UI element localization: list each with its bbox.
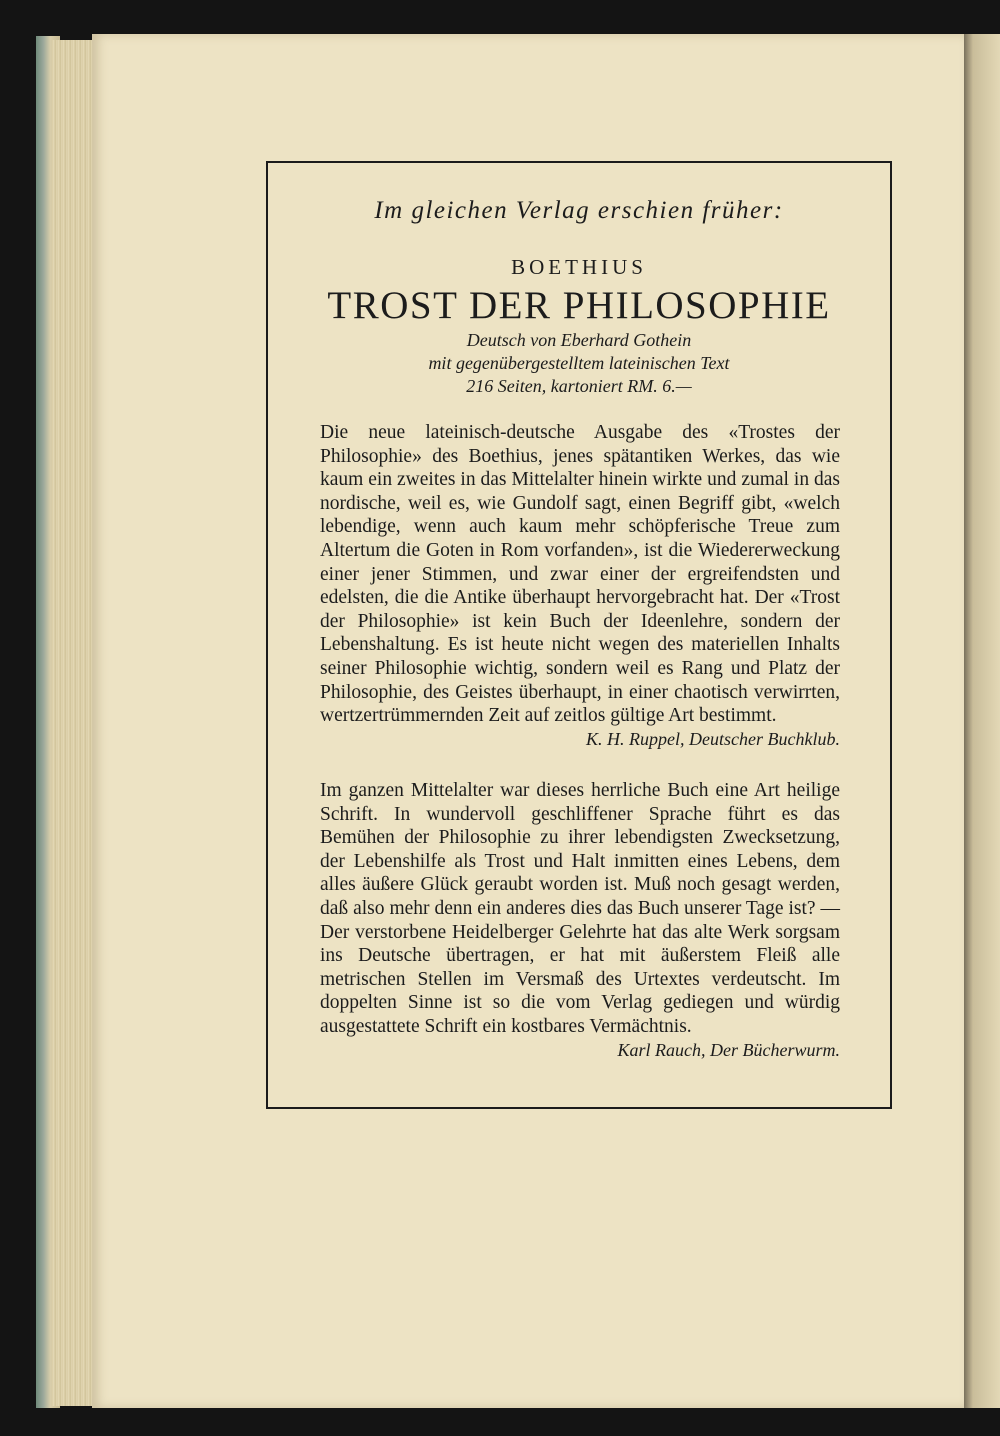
review-1-source: K. H. Ruppel, Deutscher Buchklub. [586,728,840,749]
edition-note: mit gegenübergestelltem lateinischen Text [428,353,730,373]
review-2-text: Im ganzen Mittelalter war dieses herrliche Buch eine Art heilige Schrift. In wundervoll geschliffener Sprache führt es das Bemühen der Philosophie zu ihrer lebendigsten Zwecksetzung, der Lebenshilfe als Trost und Halt inmitten eines Lebens, dem alles äußere Glück geraubt worden ist. Muß noch gesagt werden, daß also mehr denn ein anderes dies das Buch unserer Tage ist? — Der verstorbene Heidelberger Gelehrte hat das alte Werk sorgsam ins Deutsche übertragen, er hat mit äußerstem Fleiß alle metrischen Stellen im Versmaß des Urtextes verdeutscht. Im doppelten Sinne ist so die vom Verlag gediegen und würdig ausgestattete Schrift ein kostbares Vermächtnis. [320,780,840,1037]
facing-page-edge [964,34,1000,1408]
book-author: BOETHIUS [511,255,647,279]
review-2-source: Karl Rauch, Der Bücherwurm. [617,1039,840,1060]
book-details: 216 Seiten, kartoniert RM. 6.— [466,376,692,396]
ad-intro: Im gleichen Verlag erschien früher: [374,197,784,224]
review-paragraph-2 [320,779,840,1062]
book-title: TROST DER PHILOSOPHIE [327,284,831,327]
review-paragraph-1 [320,421,840,751]
translation-credit: Deutsch von Eberhard Gothein [466,330,692,350]
review-1-text: Die neue lateinisch-deutsche Ausgabe des «Trostes der Philosophie» des Boethius, jenes spätantiken Werkes, das wie kaum ein zweites in das Mittelalter hinein wirkte und zumal in das nordische, weil es, wie Gundolf sagt, einen Begriff gibt, «welch lebendige, wenn auch kaum mehr schöpferische Treue zum Altertum die Goten in Rom vorfanden», ist die Wiedererweckung einer jener Stimmen, und zwar einer der ergreifendsten und edelsten, die die Antike überhaupt hervorgebracht hat. Der «Trost der Philosophie» ist kein Buch der Ideenlehre, sondern der Lebenshaltung. Es ist heute nicht wegen des materiellen Inhalts seiner Philosophie wichtig, sondern weil es Rang und Platz der Philosophie, des Geistes überhaupt, in einer chaotisch verwirrten, wertzertrümmernden Zeit auf zeitlos gültige Art bestimmt. [320,422,840,727]
publisher-advertisement [266,161,892,1109]
